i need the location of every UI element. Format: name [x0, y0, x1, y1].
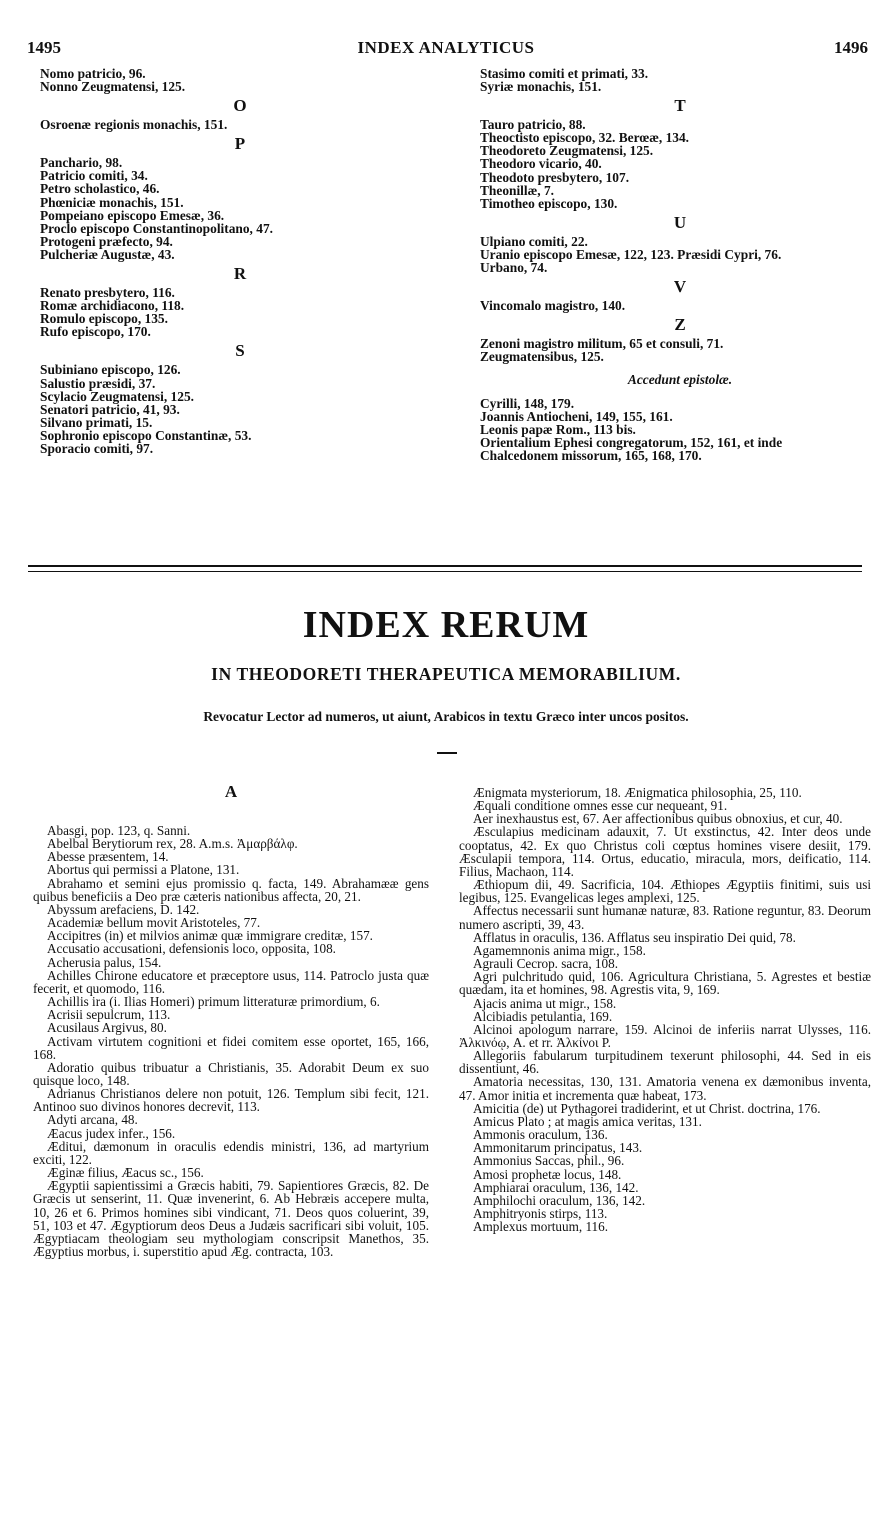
- top-right-column: [480, 67, 880, 462]
- index-entry: Theodoto presbytero, 107.: [480, 169, 630, 185]
- index-note: Revocatur Lector ad numeros, ut aiunt, Arabicos in textu Græco inter uncos positos.: [203, 709, 689, 724]
- page-number-left: 1495: [27, 38, 61, 57]
- index-entry: Ammonitarum principatus, 143.: [473, 1140, 643, 1156]
- index-entry: Abelbal Berytiorum rex, 28. A.m.s. Ἀμαρβάλφ.: [47, 836, 298, 852]
- index-entry: Ægyptii sapientissimi a Græcis habiti, 79. Sapientiores Græcis, 82. De Græcis ut senserint, 11. Quæ invenerint, 6. Ab Hebræis accepere multa, 10, 26 et 6. Primos homines sibi vindicant, 71. Deos quos coluerint, 39, 51, 103 et 47. Ægyptiorum deos Deus a Judæis sacrificari sibi voluit, 105. Ægyptiacam theologiam seu mythologiam conscripsit Manethos, 35. Ægyptius morbus, i. superstitio apud Æg. contracta, 103.: [33, 1178, 429, 1259]
- index-entry: Orientalium Ephesi congregatorum, 152, 161, et inde: [480, 434, 783, 450]
- index-entry: Acusilaus Argivus, 80.: [47, 1020, 167, 1036]
- index-entry: Amphiarai oraculum, 136, 142.: [473, 1179, 639, 1195]
- index-entry: Acrisii sepulcrum, 113.: [47, 1007, 171, 1023]
- index-entry: Nonno Zeugmatensi, 125.: [40, 79, 186, 95]
- index-entry: Abortus qui permissi a Platone, 131.: [47, 862, 240, 878]
- index-entry: Petro scholastico, 46.: [40, 181, 160, 197]
- index-entry: Achillis ira (i. Ilias Homeri) primum litteraturæ primordium, 6.: [47, 994, 380, 1010]
- index-entry: Theodoro vicario, 40.: [480, 156, 602, 172]
- index-entry: Urbano, 74.: [480, 260, 548, 276]
- index-entry: Senatori patricio, 41, 93.: [40, 401, 180, 417]
- bottom-left-column: [33, 762, 429, 1258]
- index-entry: Achilles Chirone educatore et præceptore usus, 114. Patroclo justa quæ fecerit, et quomodo, 116.: [33, 967, 429, 996]
- section-letter: A: [224, 782, 238, 801]
- section-letter: T: [674, 96, 686, 116]
- index-entry: Osroenæ regionis monachis, 151.: [40, 117, 228, 133]
- section-letter: Z: [674, 315, 686, 335]
- index-title: INDEX RERUM: [302, 604, 590, 646]
- index-entry: Ammonis oraculum, 136.: [473, 1127, 608, 1143]
- index-entry: Afflatus in oraculis, 136. Afflatus seu inspiratio Dei quid, 78.: [473, 929, 796, 945]
- section-letter: S: [235, 341, 245, 361]
- index-entry: Æditui, dæmonum in oraculis edendis ministri, 136, ad martyrium exciti, 122.: [33, 1138, 429, 1167]
- index-entry: Accipitres (in) et milvios animæ quæ immigrare creditæ, 157.: [47, 928, 373, 944]
- index-entry: Aer inexhaustus est, 67. Aer affectionibus quibus obnoxius, et cur, 40.: [473, 811, 843, 827]
- index-entry: Tauro patricio, 88.: [480, 117, 586, 133]
- index-entry: Æsculapius medicinam adauxit, 7. Ut exstinctus, 42. Inter deos unde cooptatus, 42. Ex quo Christus coli cœptus homines visere desiit, 179. Æsculapii tempora, 114. Ortus, educatio, miracula, mors, deificatio, 114. Filius, Machaon, 114.: [459, 824, 871, 879]
- index-entry: Æthiopum dii, 49. Sacrificia, 104. Æthiopes Ægyptiis finitimi, suis usi legibus, 125. Evangelicas leges amplexi, 125.: [459, 877, 871, 906]
- index-entry: Phœniciæ monachis, 151.: [40, 194, 184, 210]
- index-entry: Timotheo episcopo, 130.: [480, 195, 618, 211]
- index-entry: Amicitia (de) ut Pythagorei tradiderint, et ut Christ. doctrina, 176.: [473, 1100, 821, 1116]
- index-entry: Salustio præsidi, 37.: [40, 375, 156, 391]
- index-entry: Uranio episcopo Emesæ, 122, 123. Præsidi Cypri, 76.: [480, 246, 782, 262]
- index-entry: Pompeiano episcopo Emesæ, 36.: [40, 207, 225, 223]
- index-entry: Abrahamo et semini ejus promissio q. facta, 149. Abrahamææ gens quibus beneficiis a Deo præ cæteris nationibus affecta, 20, 21.: [33, 875, 429, 904]
- index-entry: Allegoriis fabularum turpitudinem texerunt philosophi, 44. Sed in eis dissentiunt, 46.: [459, 1048, 871, 1077]
- index-entry: Rufo episcopo, 170.: [40, 324, 151, 340]
- index-entry: Leonis papæ Rom., 113 bis.: [480, 421, 636, 437]
- index-entry: Amatoria necessitas, 130, 131. Amatoria venena ex dæmonibus inventa, 47. Amor initia et incrementa quæ habeat, 173.: [459, 1074, 871, 1103]
- section-letter: R: [233, 264, 247, 284]
- index-entry: Zenoni magistro militum, 65 et consuli, 71.: [480, 336, 724, 352]
- index-entry: Patricio comiti, 34.: [40, 168, 148, 184]
- index-entry: Protogeni præfecto, 94.: [40, 233, 173, 249]
- index-entry: Cyrilli, 148, 179.: [480, 395, 575, 411]
- index-entry: Vincomalo magistro, 140.: [480, 298, 626, 314]
- index-entry: Scylacio Zeugmatensi, 125.: [40, 388, 194, 404]
- index-entry: Amphilochi oraculum, 136, 142.: [473, 1192, 646, 1208]
- index-entry: Agri pulchritudo quid, 106. Agricultura Christiana, 5. Agrestes et bestiæ quædam, ita et homines, 98. Agrestis vita, 9, 169.: [459, 969, 871, 998]
- index-entry: Amplexus mortuum, 116.: [473, 1219, 609, 1235]
- index-entry: Æquali conditione omnes esse cur nequeant, 91.: [473, 798, 728, 814]
- index-entry: Silvano primati, 15.: [40, 414, 153, 430]
- index-entry: Panchario, 98.: [40, 155, 123, 171]
- index-entry: Joannis Antiocheni, 149, 155, 161.: [480, 408, 673, 424]
- index-entry: Ammonius Saccas, phil., 96.: [473, 1153, 625, 1169]
- index-entry: Adoratio quibus tribuatur a Christianis, 35. Adorabit Deum ex suo quisque loco, 148.: [33, 1059, 429, 1088]
- index-entry: Abasgi, pop. 123, q. Sanni.: [47, 823, 191, 838]
- section-letter: V: [673, 277, 687, 297]
- index-entry: Stasimo comiti et primati, 33.: [480, 66, 649, 81]
- index-entry: Abyssum arefaciens, D. 142.: [47, 901, 200, 917]
- index-entry: Chalcedonem missorum, 165, 168, 170.: [480, 447, 702, 463]
- index-entry: Agrauli Cecrop. sacra, 108.: [473, 956, 619, 972]
- index-entry: Amosi prophetæ locus, 148.: [473, 1166, 622, 1182]
- index-entry: Æacus judex infer., 156.: [47, 1125, 176, 1141]
- index-entry: Acherusia palus, 154.: [47, 954, 162, 970]
- index-entry: Subiniano episcopo, 126.: [40, 362, 181, 378]
- subsection-heading: Accedunt epistolæ.: [627, 372, 733, 388]
- index-entry: Amicus Plato ; at magis amica veritas, 131.: [473, 1113, 702, 1129]
- page-number-right: 1496: [834, 38, 868, 57]
- index-entry: Zeugmatensibus, 125.: [480, 349, 604, 365]
- index-entry: Sophronio episcopo Constantinæ, 53.: [40, 427, 252, 443]
- index-subtitle: IN THEODORETI THERAPEUTICA MEMORABILIUM.: [211, 664, 681, 684]
- index-entry: Syriæ monachis, 151.: [480, 79, 602, 95]
- index-entry: Abesse præsentem, 14.: [47, 849, 169, 865]
- index-entry: Sporacio comiti, 97.: [40, 440, 154, 456]
- index-entry: Amphitryonis stirps, 113.: [473, 1206, 608, 1221]
- index-entry: Proclo episcopo Constantinopolitano, 47.: [40, 220, 273, 236]
- separator-rule-thick: [28, 565, 862, 567]
- index-entry: Æginæ filius, Æacus sc., 156.: [47, 1165, 204, 1181]
- index-entry: Ænigmata mysteriorum, 18. Ænigmatica philosophia, 25, 110.: [473, 785, 802, 800]
- index-entry: Agamemnonis anima migr., 158.: [473, 942, 646, 958]
- index-entry: Pulcheriæ Augustæ, 43.: [40, 246, 175, 262]
- bottom-right-column: [459, 786, 871, 1233]
- index-entry: Activam virtutem cognitioni et fidei comitem esse oportet, 165, 166, 168.: [33, 1033, 429, 1062]
- separator-rule-thin: [28, 571, 862, 572]
- index-entry: Affectus necessarii sunt humanæ naturæ, 83. Ratione reguntur, 83. Deorum numero ascripti, 39, 43.: [459, 903, 871, 932]
- section-letter: O: [233, 96, 247, 116]
- index-entry: Nomo patricio, 96.: [40, 66, 146, 81]
- index-entry: Accusatio accusationi, defensionis loco, opposita, 108.: [47, 941, 336, 957]
- index-entry: Adyti arcana, 48.: [47, 1112, 138, 1128]
- index-entry: Adrianus Christianos delere non potuit, 126. Templum sibi fecit, 121. Antinoo suo divinos honores decrevit, 113.: [33, 1086, 429, 1115]
- index-entry: Ajacis anima ut migr., 158.: [473, 995, 617, 1011]
- index-entry: Alcinoi apologum narrare, 159. Alcinoi de inferiis narrat Ulysses, 116. Ἀλκινόῳ, A. et rr. Ἀλκίνοι P.: [459, 1021, 871, 1050]
- section-letter: U: [673, 212, 687, 232]
- index-entry: Alcibiadis petulantia, 169.: [473, 1008, 613, 1024]
- index-entry: Theoctisto episcopo, 32. Berœæ, 134.: [480, 130, 690, 146]
- index-entry: Academiæ bellum movit Aristoteles, 77.: [47, 915, 261, 931]
- index-entry: Theodoreto Zeugmatensi, 125.: [480, 143, 654, 159]
- top-left-column: [40, 67, 440, 455]
- short-dash: [437, 752, 457, 754]
- running-title: INDEX ANALYTICUS: [357, 38, 535, 57]
- index-entry: Theonillæ, 7.: [480, 182, 555, 198]
- section-letter: P: [234, 134, 246, 154]
- index-entry: Ulpiano comiti, 22.: [480, 233, 588, 249]
- index-entry: Romulo episcopo, 135.: [40, 311, 168, 327]
- index-entry: Romæ archidiacono, 118.: [40, 298, 185, 314]
- index-entry: Renato presbytero, 116.: [40, 285, 175, 301]
